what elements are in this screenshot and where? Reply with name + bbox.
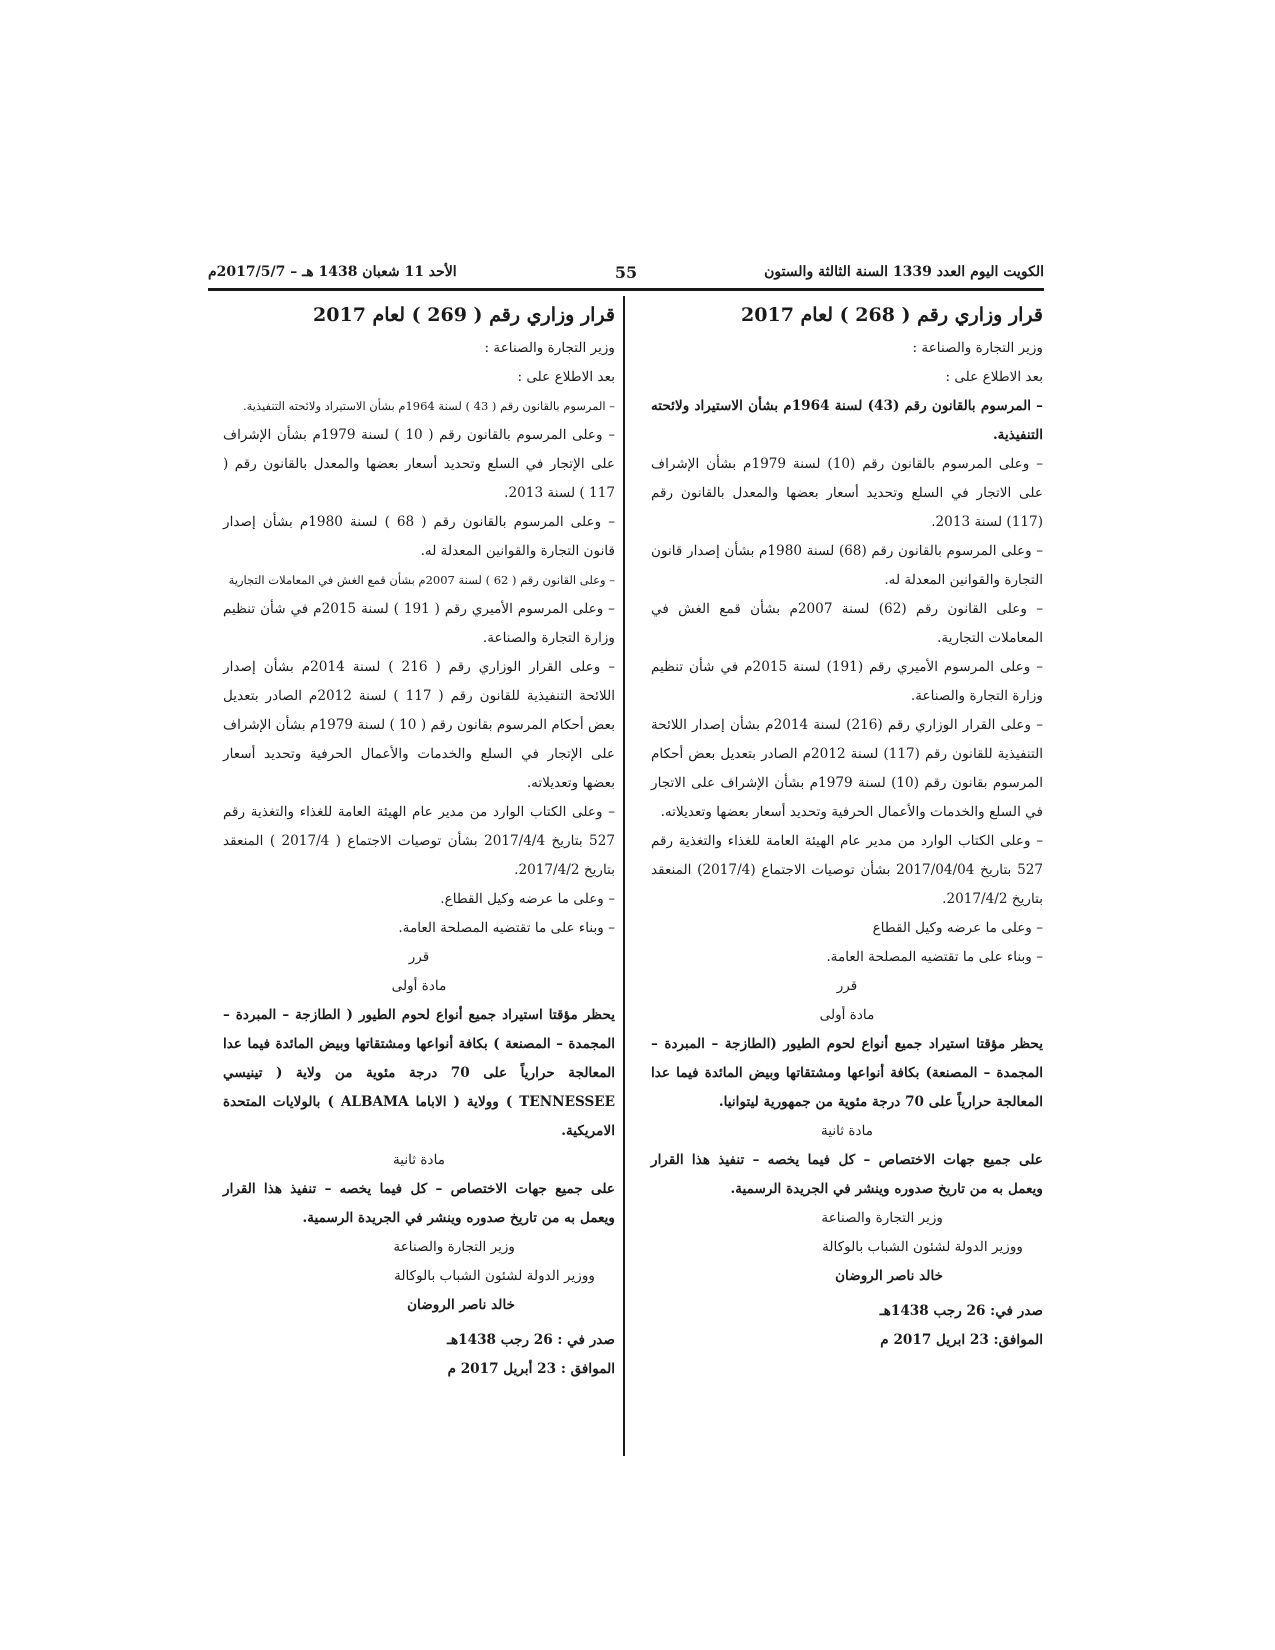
column-divider — [623, 296, 625, 1456]
after-review: بعد الاطلاع على : — [945, 369, 1043, 385]
recital: – المرسوم بالقانون رقم ( 43 ) لسنة 1964م بشأن الاستيراد ولائحته التنفيذية. — [242, 399, 615, 413]
signatory-title: وزير التجارة والصناعة — [821, 1210, 943, 1226]
recital: – وعلى القانون رقم (62) لسنة 2007م بشأن قمع الغش في المعاملات التجارية. — [651, 601, 1043, 646]
recital: – وعلى الكتاب الوارد من مدير عام الهيئة العامة للغذاء والتغذية رقم 527 بتاريخ 2017/04/04 بشأن توصيات الاجتماع (2017/4) المنعقد بتاريخ 2017/4/2. — [651, 833, 1044, 907]
recital: – وعلى المرسوم الأميري رقم ( 191 ) لسنة 2015م في شأن تنظيم وزارة التجارة والصناعة. — [223, 601, 615, 646]
signatory-title-2: ووزير الدولة لشئون الشباب بالوكالة — [822, 1239, 1023, 1255]
page-number: 55 — [614, 262, 638, 282]
recital: – المرسوم بالقانون رقم (43) لسنة 1964م بشأن الاستيراد ولائحته التنفيذية. — [651, 398, 1043, 443]
recital: – وعلى المرسوم بالقانون رقم ( 68 ) لسنة 1980م بشأن إصدار قانون التجارة والقوانين المعدلة له. — [223, 514, 616, 559]
article-1-text: يحظر مؤقتا استيراد جميع أنواع لحوم الطيور ( الطازجة – المبردة – المجمدة – المصنعة ) بكافة أنواعها ومشتقاتها وبيض المائدة فيما عدا المعالجة حرارياً على 70 درجة مئوية من ولاية ( تينيسي TENNESSEE ) وولاية ( الاباما ALBAMA ) بالولايات المتحدة الامريكية. — [223, 1007, 616, 1139]
article-1-text: يحظر مؤقتا استيراد جميع أنواع لحوم الطيور (الطازجة – المبردة – المجمدة – المصنعة) بكافة أنواعها ومشتقاتها وبيض المائدة فيما عدا المعالجة حرارياً على 70 درجة مئوية من جمهورية ليتوانيا. — [651, 1036, 1043, 1110]
corresponding-date: الموافق : 23 أبريل 2017 م — [447, 1361, 615, 1377]
signatory-title-2: ووزير الدولة لشئون الشباب بالوكالة — [394, 1268, 595, 1284]
article-2-title: مادة ثانية — [392, 1152, 446, 1168]
signatory-name: خالد ناصر الروضان — [835, 1268, 943, 1284]
recital: – وعلى المرسوم بالقانون رقم ( 10 ) لسنة 1979م بشأن الإشراف على الإتجار في السلع وتحديد أسعار بعضها والمعدل بالقانون رقم ( 117 ) لسنة 2013. — [223, 427, 615, 501]
signatory-name: خالد ناصر الروضان — [407, 1297, 515, 1313]
recital: – وبناء على ما تقتضيه المصلحة العامة. — [826, 949, 1043, 965]
recital: – وعلى القانون رقم ( 62 ) لسنة 2007م بشأن قمع الغش في المعاملات التجارية — [228, 573, 615, 587]
minister-line: وزير التجارة والصناعة : — [484, 340, 615, 356]
decree-268-title: قرار وزاري رقم ( 268 ) لعام 2017 — [741, 304, 1043, 326]
recital: – وعلى القرار الوزاري رقم ( 216 ) لسنة 2014م بشأن إصدار اللائحة التنفيذية للقانون رقم ( 117 ) لسنة 2012م الصادر بتعديل بعض أحكام المرسوم بقانون رقم ( 10 ) لسنة 1979م بشأن الإشراف على الإتجار في السلع والخدمات والأعمال الحرفية وتحديد أسعار بعضها وتعديلاته. — [223, 659, 615, 791]
page-header — [208, 258, 1044, 286]
article-2-text: على جميع جهات الاختصاص – كل فيما يخصه – تنفيذ هذا القرار ويعمل به من تاريخ صدوره وينشر في الجريدة الرسمية. — [651, 1152, 1043, 1197]
header-rule — [208, 288, 1044, 291]
decided: قرر — [836, 978, 858, 994]
article-1-title: مادة أولى — [391, 978, 447, 994]
issue-date: الأحد 11 شعبان 1438 هـ – 2017/5/7م — [208, 264, 457, 280]
decree-268 — [651, 298, 1043, 1355]
recital: – وعلى القرار الوزاري رقم (216) لسنة 2014م بشأن إصدار اللائحة التنفيذية للقانون رقم (117) لسنة 2012م الصادر بتعديل بعض أحكام المرسوم بقانون رقم (10) لسنة 1979م بشأن الإشراف على الاتجار في السلع والخدمات والأعمال الحرفية وتحديد أسعار بعضها وتعديلاته. — [651, 717, 1044, 820]
recital: – وعلى الكتاب الوارد من مدير عام الهيئة العامة للغذاء والتغذية رقم 527 بتاريخ 2017/4/4 بشأن توصيات الاجتماع ( 2017/4 ) المنعقد بتاريخ 2017/4/2. — [223, 804, 615, 878]
decree-269 — [223, 298, 615, 1384]
recital: – وعلى المرسوم بالقانون رقم (10) لسنة 1979م بشأن الإشراف على الاتجار في السلع وتحديد أسعار بعضها والمعدل بالقانون رقم (117) لسنة 2013. — [651, 456, 1043, 530]
article-1-title: مادة أولى — [819, 1007, 875, 1023]
gazette-issue: الكويت اليوم العدد 1339 السنة الثالثة والستون — [764, 264, 1044, 280]
article-2-title: مادة ثانية — [820, 1123, 874, 1139]
article-2-text: على جميع جهات الاختصاص – كل فيما يخصه – تنفيذ هذا القرار ويعمل به من تاريخ صدوره وينشر في الجريدة الرسمية. — [223, 1181, 615, 1226]
corresponding-date: الموافق: 23 ابريل 2017 م — [880, 1332, 1043, 1348]
minister-line: وزير التجارة والصناعة : — [912, 340, 1043, 356]
recital: – وبناء على ما تقتضيه المصلحة العامة. — [398, 920, 615, 936]
recital: – وعلى ما عرضه وكيل القطاع. — [440, 891, 615, 907]
recital: – وعلى المرسوم الأميري رقم (191) لسنة 2015م في شأن تنظيم وزارة التجارة والصناعة. — [651, 659, 1044, 704]
recital: – وعلى المرسوم بالقانون رقم (68) لسنة 1980م بشأن إصدار قانون التجارة والقوانين المعدلة له. — [651, 543, 1043, 588]
signatory-title: وزير التجارة والصناعة — [393, 1239, 515, 1255]
decree-269-title: قرار وزاري رقم ( 269 ) لعام 2017 — [313, 304, 615, 326]
issued-date: صدر في : 26 رجب 1438هـ — [447, 1332, 615, 1348]
recital: – وعلى ما عرضه وكيل القطاع — [872, 920, 1043, 936]
decided: قرر — [408, 949, 430, 965]
after-review: بعد الاطلاع على : — [517, 369, 615, 385]
issued-date: صدر في: 26 رجب 1438هـ — [879, 1303, 1043, 1319]
